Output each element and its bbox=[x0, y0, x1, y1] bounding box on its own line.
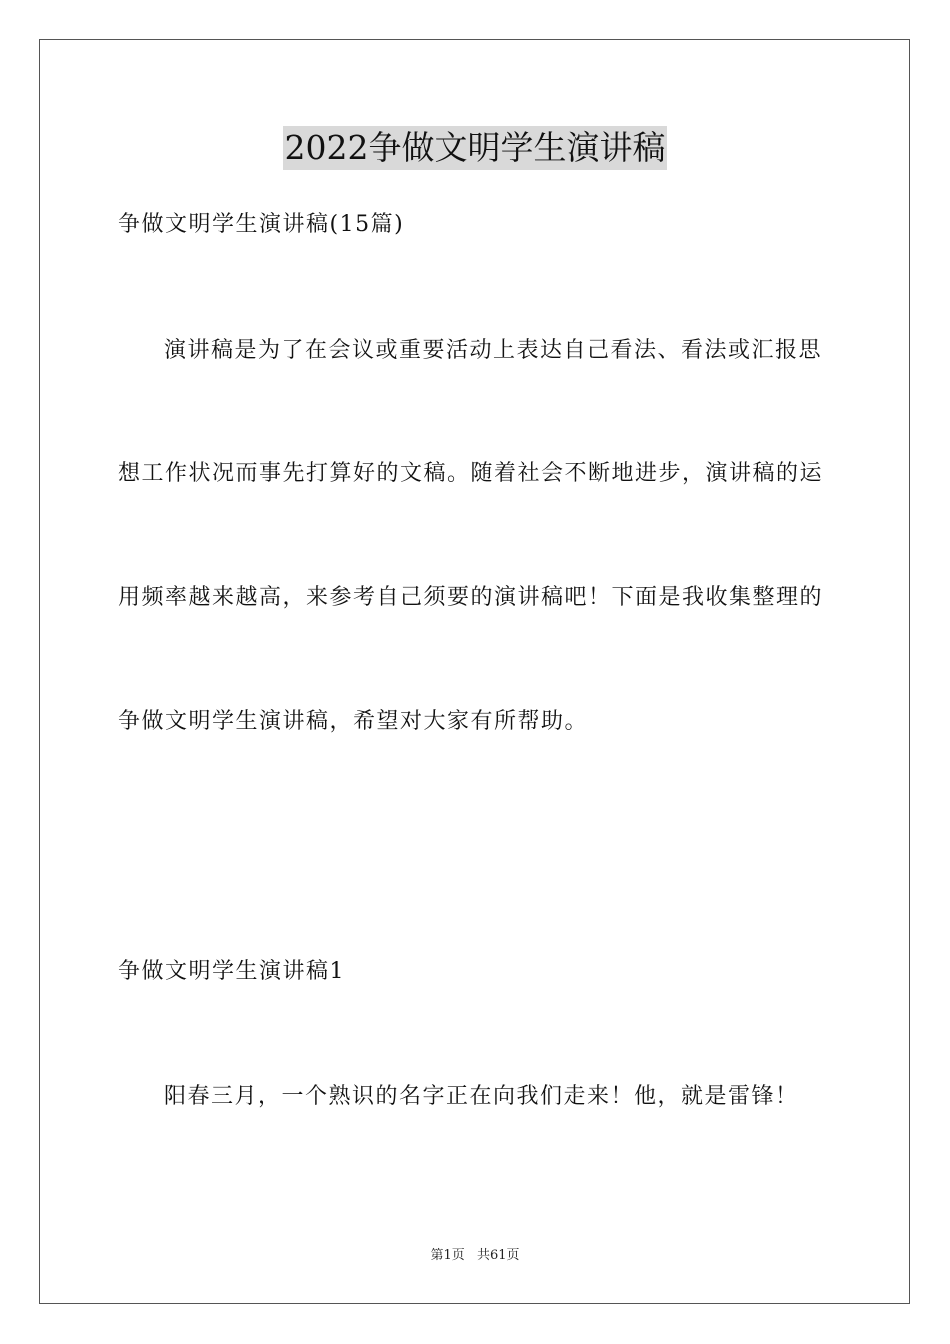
section-heading: 争做文明学生演讲稿1 bbox=[118, 959, 345, 984]
document-subtitle: 争做文明学生演讲稿(15篇) bbox=[118, 212, 405, 237]
intro-line-2: 想工作状况而事先打算好的文稿。随着社会不断地进步，演讲稿的运 bbox=[118, 461, 824, 486]
intro-line-4: 争做文明学生演讲稿，希望对大家有所帮助。 bbox=[118, 709, 589, 734]
document-title: 2022争做文明学生演讲稿 bbox=[283, 126, 668, 170]
intro-line-3: 用频率越来越高，来参考自己须要的演讲稿吧！下面是我收集整理的 bbox=[118, 585, 824, 610]
title-container bbox=[0, 126, 950, 170]
page-total: 共61页 bbox=[476, 1248, 520, 1263]
page-number: 第1页 bbox=[430, 1248, 465, 1263]
page-footer bbox=[0, 1247, 950, 1265]
section-first-line: 阳春三月，一个熟识的名字正在向我们走来！他，就是雷锋！ bbox=[164, 1084, 799, 1109]
intro-line-1: 演讲稿是为了在会议或重要活动上表达自己看法、看法或汇报思 bbox=[164, 338, 823, 363]
